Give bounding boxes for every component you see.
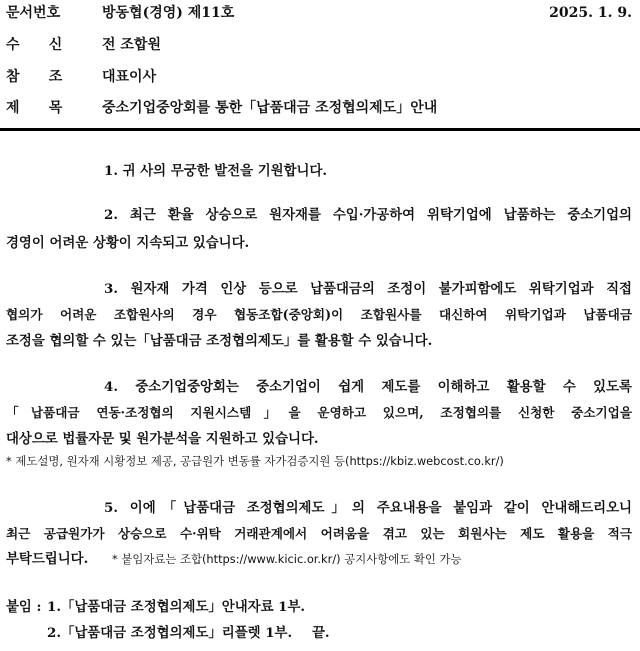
paragraph-3-line-2: 협의가 어려운 조합원사의 경우 협동조합(중앙회)이 조합원사를 대신하여 위탁기업과 납품대금 (6, 307, 632, 322)
document-date: 2025. 1. 9. (549, 5, 632, 21)
attachment-label: 붙임 : (6, 599, 42, 615)
paragraph-4-line-2: 「납품대금 연동·조정협의 지원시스템」을 운영하고 있으며, 조정협의를 신청한 중소기업을 (6, 405, 632, 420)
attachment-item-2: 2.「납품대금 조정협의제도」리플렛 1부. (47, 625, 293, 641)
recipient-label: 수 신 (6, 37, 63, 53)
paragraph-4-line-3: 대상으로 법률자문 및 원가분석을 지원하고 있습니다. (6, 431, 319, 447)
paragraph-5-line-1: 5. 이에「납품대금 조정협의제도」의 주요내용을 붙임과 같이 안내해드리오니 (104, 500, 632, 516)
paragraph-3-line-3: 조정을 협의할 수 있는「납품대금 조정협의제도」를 활용할 수 있습니다. (6, 333, 433, 349)
paragraph-5-line-3: 부탁드립니다. (6, 551, 89, 567)
paragraph-1: 1. 귀 사의 무궁한 발전을 기원합니다. (104, 163, 328, 179)
doc-number-label: 문서번호 (6, 5, 61, 21)
paragraph-2-line-2: 경영이 어려운 상황이 지속되고 있습니다. (6, 235, 250, 251)
reference-label: 참 조 (6, 69, 63, 85)
end-mark: 끝. (312, 625, 330, 641)
subject-label: 제 목 (6, 100, 63, 116)
paragraph-5-note: * 붙임자료는 조합(https://www.kicic.or.kr/) 공지사항에도 확인 가능 (112, 552, 462, 566)
doc-number-value: 방동협(경영) 제11호 (102, 5, 235, 21)
paragraph-3-line-1: 3. 원자재 가격 인상 등으로 납품대금의 조정이 불가피함에도 위탁기업과 직접 (104, 281, 632, 297)
attachment-item-1: 1.「납품대금 조정협의제도」안내자료 1부. (47, 599, 306, 615)
recipient-value: 전 조합원 (102, 37, 161, 53)
paragraph-2-line-1: 2. 최근 환율 상승으로 원자재를 수입·가공하여 위탁기업에 납품하는 중소기업의 (104, 207, 632, 223)
paragraph-5-line-2: 최근 공급원가가 상승으로 수·위탁 거래관계에서 어려움을 겪고 있는 회원사는 제도 활용을 적극 (6, 526, 632, 541)
paragraph-4-note: * 제도설명, 원자재 시황정보 제공, 공급원가 변동률 자가검증지원 등(https://kbiz.webcost.co.kr/) (6, 454, 504, 468)
subject-value: 중소기업중앙회를 통한「납품대금 조정협의제도」안내 (102, 100, 438, 116)
reference-value: 대표이사 (102, 69, 157, 85)
header-divider (0, 128, 640, 131)
paragraph-4-line-1: 4. 중소기업중앙회는 중소기업이 쉽게 제도를 이해하고 활용할 수 있도록 (104, 379, 632, 395)
